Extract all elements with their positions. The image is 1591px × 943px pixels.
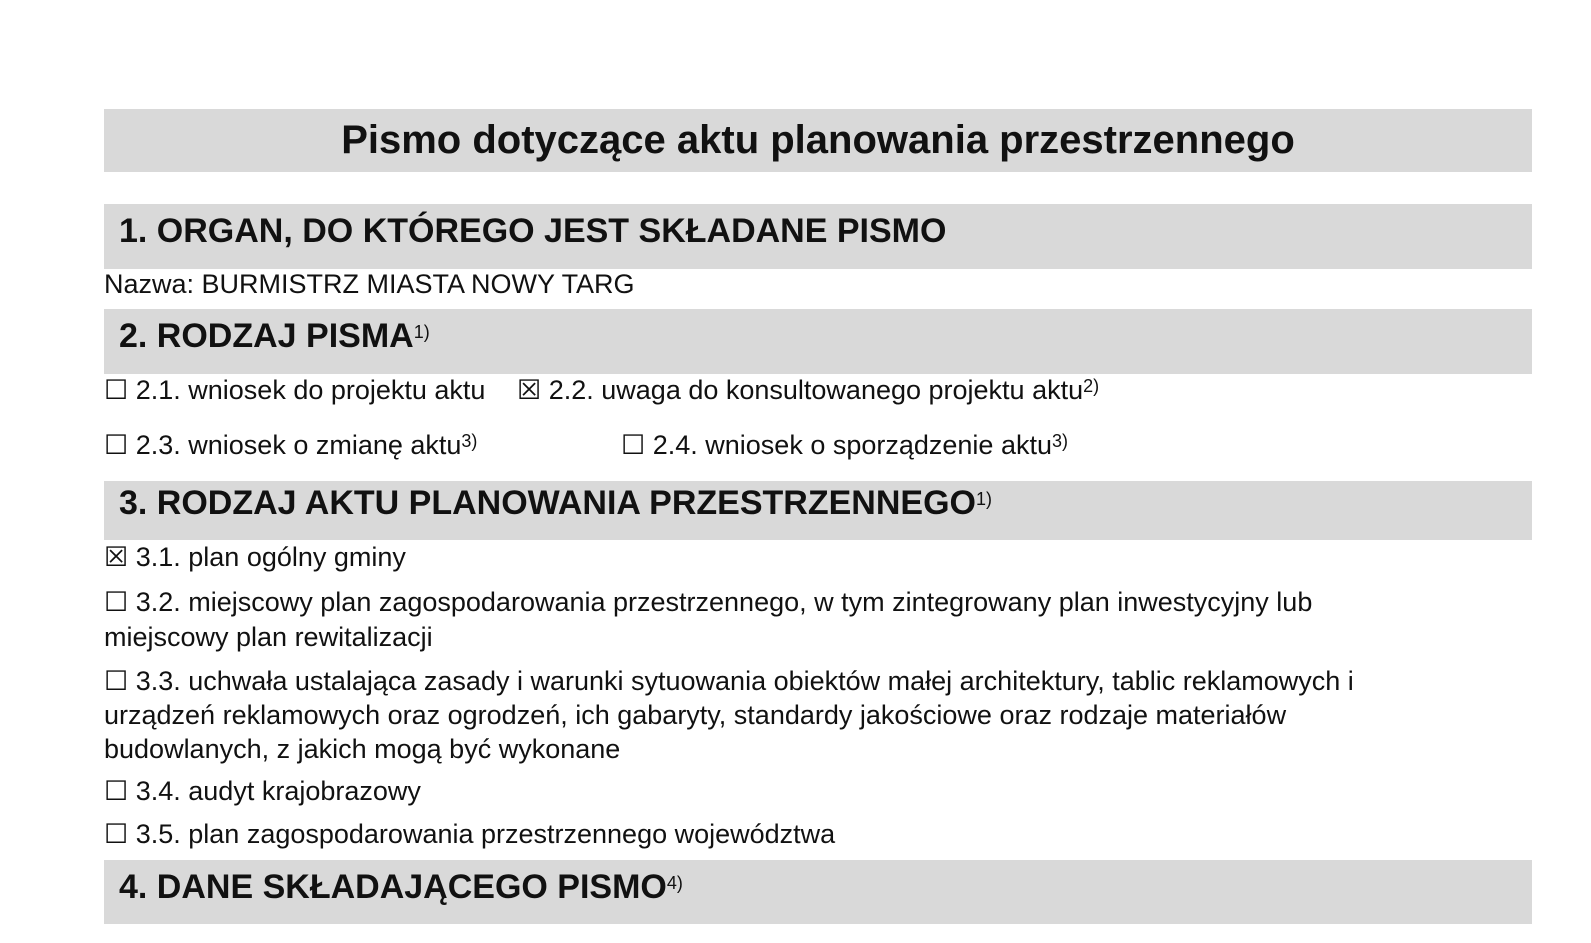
- footnote-ref: 2): [1083, 376, 1100, 396]
- checkbox-3-3[interactable]: ☐: [104, 666, 129, 696]
- footnote-ref: 1): [975, 489, 992, 509]
- option-2-3-label: 2.3. wniosek o zmianę aktu: [135, 430, 462, 460]
- checkbox-3-2[interactable]: ☐: [104, 587, 129, 617]
- checkbox-3-5[interactable]: ☐: [104, 819, 129, 849]
- checkbox-2-2[interactable]: ☒: [517, 375, 542, 405]
- option-3-1: [104, 540, 406, 574]
- section-2-header: [104, 309, 1532, 374]
- footnote-ref: 3): [1051, 431, 1068, 451]
- option-2-4: [621, 428, 1068, 462]
- section-1-heading: 1. ORGAN, DO KTÓREGO JEST SKŁADANE PISMO: [119, 212, 947, 250]
- section-1-header: [104, 204, 1532, 269]
- footnote-ref: 3): [461, 431, 478, 451]
- document-title-bar: [104, 109, 1532, 172]
- option-3-2: [104, 585, 1414, 655]
- checkbox-3-1[interactable]: ☒: [104, 542, 129, 572]
- option-2-1-label: 2.1. wniosek do projektu aktu: [135, 375, 486, 405]
- option-3-5: [104, 817, 835, 851]
- checkbox-3-4[interactable]: ☐: [104, 776, 129, 806]
- footnote-ref: 1): [413, 322, 430, 342]
- section-4-heading: 4. DANE SKŁADAJĄCEGO PISMO: [119, 868, 667, 906]
- document-title: Pismo dotyczące aktu planowania przestrzennego: [341, 118, 1295, 162]
- option-3-3-label: 3.3. uchwała ustalająca zasady i warunki sytuowania obiektów małej architektury, tablic reklamowych i urządzeń reklamowych oraz ogrodzeń, ich gabaryty, standardy jakościowe oraz rodzaje materiałów budowlanych, z jakich mogą być wykonane: [104, 666, 1354, 764]
- option-3-5-label: 3.5. plan zagospodarowania przestrzennego województwa: [135, 819, 836, 849]
- organ-name-line: Nazwa: BURMISTRZ MIASTA NOWY TARG: [104, 269, 635, 299]
- option-2-2: [517, 373, 1099, 407]
- checkbox-2-3[interactable]: ☐: [104, 430, 129, 460]
- option-3-1-label: 3.1. plan ogólny gminy: [135, 542, 406, 572]
- option-2-1: [104, 373, 485, 407]
- section-3-header: [104, 481, 1532, 540]
- footnote-ref: 4): [666, 873, 683, 893]
- option-2-3: [104, 428, 477, 462]
- section-4-header: [104, 860, 1532, 924]
- section-3-heading: 3. RODZAJ AKTU PLANOWANIA PRZESTRZENNEGO: [119, 484, 976, 522]
- checkbox-2-1[interactable]: ☐: [104, 375, 129, 405]
- checkbox-2-4[interactable]: ☐: [621, 430, 646, 460]
- option-2-4-label: 2.4. wniosek o sporządzenie aktu: [652, 430, 1052, 460]
- option-3-3: [104, 664, 1444, 766]
- option-3-4-label: 3.4. audyt krajobrazowy: [135, 776, 421, 806]
- option-3-2-label: 3.2. miejscowy plan zagospodarowania przestrzennego, w tym zintegrowany plan inwestycyjny lub miejscowy plan rewitalizacji: [104, 587, 1313, 652]
- option-3-4: [104, 774, 421, 808]
- section-2-heading: 2. RODZAJ PISMA: [119, 317, 414, 355]
- option-2-2-label: 2.2. uwaga do konsultowanego projektu aktu: [548, 375, 1084, 405]
